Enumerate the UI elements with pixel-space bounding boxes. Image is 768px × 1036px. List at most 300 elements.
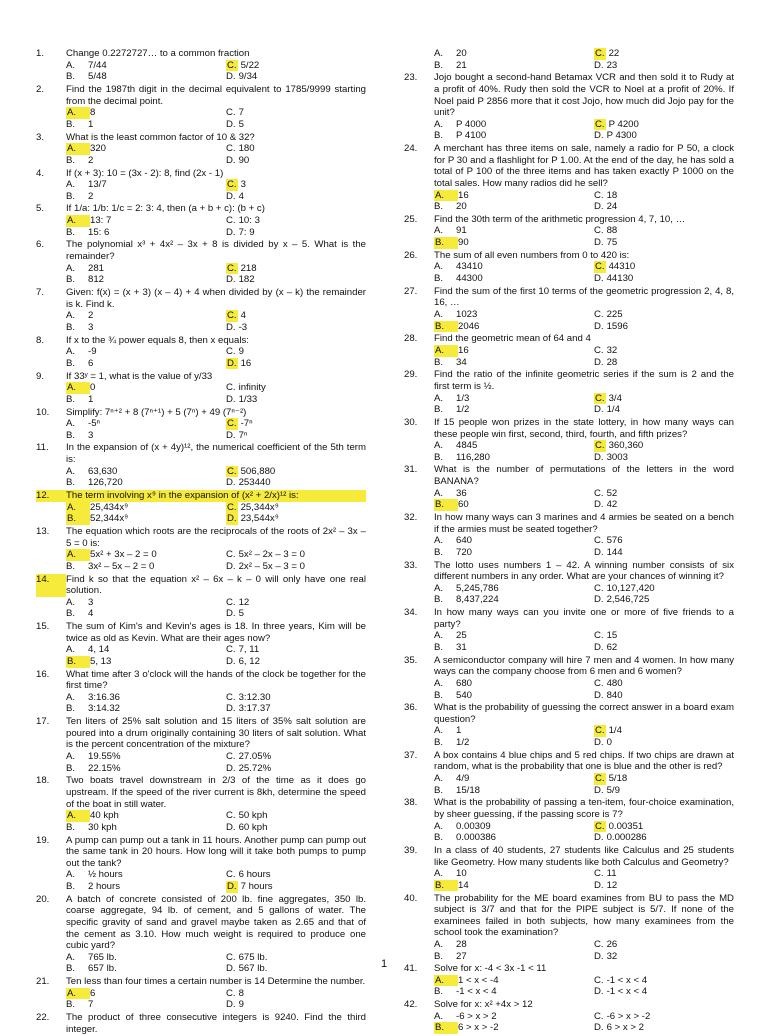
question-number: 14.: [36, 574, 66, 597]
question-number: 23.: [404, 72, 418, 84]
option-text: 30 kph: [88, 821, 117, 833]
option-letter: D.: [594, 950, 604, 962]
answer-option: [594, 48, 754, 60]
option-letter: D.: [594, 59, 604, 71]
answer-option: [434, 678, 594, 690]
option-letter: A.: [434, 820, 444, 832]
option-letter: D.: [594, 201, 604, 213]
option-text: 1/3: [456, 392, 470, 404]
answer-option: [434, 130, 594, 142]
option-letter: D.: [594, 1022, 604, 1034]
answer-options: [404, 119, 734, 142]
option-letter: C.: [595, 725, 605, 737]
question-text: Ten liters of 25% salt solution and 15 liters of 35% salt solution are poured into a drum originally containing 30 liters of salt solution. What is the percent concentration of the mixture?: [66, 716, 366, 751]
answer-options: [36, 466, 366, 489]
answer-option: [434, 868, 594, 880]
option-letter: D.: [226, 762, 236, 774]
option-text: 25.72%: [238, 762, 272, 774]
option-letter: C.: [594, 582, 604, 594]
answer-options: [404, 225, 734, 248]
option-letter: A.: [66, 59, 76, 71]
option-letter: B.: [434, 641, 444, 653]
answer-option: [66, 881, 226, 893]
question-item: [36, 335, 366, 370]
question-number: 11.: [36, 442, 49, 454]
option-text: 44310: [608, 261, 636, 273]
option-text: 657 lb.: [88, 963, 117, 975]
option-text: 22: [608, 48, 620, 59]
question-item: [404, 417, 734, 463]
answer-options: [36, 692, 366, 715]
option-letter: B.: [66, 963, 76, 975]
option-letter: C.: [227, 59, 237, 71]
option-letter: A.: [434, 630, 444, 642]
option-letter: D.: [226, 703, 236, 715]
answer-option: [594, 821, 754, 833]
answer-options: [404, 1011, 734, 1034]
option-text: 0.00351: [608, 820, 644, 832]
option-letter: C.: [595, 118, 605, 130]
question-number: 35.: [404, 654, 418, 666]
question-item: [404, 655, 734, 701]
answer-option: [66, 549, 226, 561]
answer-option: [594, 321, 754, 333]
answer-option: [434, 273, 594, 285]
option-text: 0.000386: [456, 832, 497, 844]
answer-option: [66, 477, 226, 489]
option-text: 3: [240, 179, 246, 191]
option-letter: C.: [226, 987, 236, 999]
answer-options: [36, 810, 366, 833]
question-text: Find k so that the equation x² – 6x – k – 0 will only have one real solution.: [66, 573, 366, 597]
option-text: 576: [606, 535, 623, 547]
answer-option: [226, 310, 386, 322]
option-letter: D.: [226, 821, 236, 833]
option-letter: B.: [434, 404, 444, 416]
question-text-row: [404, 286, 734, 309]
answer-options: [404, 393, 734, 416]
option-letter: B.: [66, 274, 76, 286]
question-number: 40.: [404, 892, 418, 904]
option-letter: C.: [227, 179, 237, 191]
left-column: [36, 48, 366, 1036]
option-letter: A.: [434, 773, 444, 785]
option-letter: A.: [66, 418, 76, 430]
option-letter: A.: [66, 465, 76, 477]
question-text: If 1/a: 1/b: 1/c = 2: 3: 4, then (a + b + c): (b + c): [66, 203, 265, 215]
option-text: 6, 12: [238, 655, 260, 667]
option-text: -5ⁿ: [88, 418, 101, 430]
option-letter: C.: [595, 440, 605, 452]
answer-option: [434, 1022, 594, 1034]
question-text-row: [36, 775, 366, 810]
question-number: 13.: [36, 526, 50, 537]
option-text: 5: [238, 608, 244, 620]
question-item: [404, 797, 734, 843]
answer-option: [226, 263, 386, 275]
answer-option: [434, 583, 594, 595]
answer-option: [226, 597, 386, 609]
answer-option: [226, 644, 386, 656]
question-text-row: [36, 84, 366, 107]
answer-option: [594, 273, 754, 285]
option-letter: B.: [434, 130, 444, 142]
option-text: 11: [606, 868, 617, 880]
option-letter: B.: [434, 832, 444, 844]
option-text: 16: [458, 344, 469, 356]
option-text: 5x² – 2x – 3 = 0: [238, 549, 305, 561]
question-number: 16.: [36, 668, 50, 680]
answer-options: [404, 725, 734, 748]
option-text: 4/9: [456, 773, 470, 785]
option-text: 5/9: [606, 784, 620, 796]
option-text: P 4300: [606, 130, 637, 142]
option-text: 182: [238, 274, 255, 286]
option-text: 25,344x⁹: [240, 501, 279, 513]
question-number: 2.: [36, 83, 45, 95]
option-letter: B.: [434, 201, 444, 213]
answer-options: [36, 60, 366, 83]
question-number: 27.: [404, 285, 418, 297]
answer-options: [404, 975, 734, 998]
option-text: -1 < x < 4: [606, 974, 648, 986]
option-text: 27.05%: [238, 751, 272, 763]
option-text: 63,630: [88, 465, 118, 477]
answer-option: [226, 346, 386, 358]
answer-option: [434, 832, 594, 844]
answer-option: [594, 1022, 754, 1034]
option-letter: C.: [594, 974, 604, 986]
answer-option: [594, 345, 754, 357]
question-number: 7.: [36, 287, 45, 298]
option-letter: D.: [226, 655, 236, 667]
option-letter: B.: [66, 118, 76, 130]
answer-option: [226, 107, 386, 119]
answer-option: [226, 358, 386, 370]
question-number: 38.: [404, 797, 418, 809]
option-text: 90: [458, 237, 469, 249]
option-text: ½ hours: [88, 869, 123, 881]
option-letter: A.: [66, 644, 76, 656]
question-text: In the expansion of (x + 4y)¹², the numerical coefficient of the 5th term is:: [66, 442, 366, 466]
question-text: The term involving x⁹ in the expansion of (x² + 2/x)¹² is:: [66, 490, 299, 502]
question-number: 34.: [404, 607, 418, 619]
answer-option: [594, 939, 754, 951]
question-item: [36, 132, 366, 167]
answer-options: [36, 179, 366, 202]
answer-option: [434, 547, 594, 559]
option-letter: C.: [594, 225, 604, 237]
answer-option: [594, 499, 754, 511]
question-text: Find the 1987th digit in the decimal equivalent to 1785/9999 starting from the decimal point.: [66, 83, 366, 107]
answer-option: [594, 642, 754, 654]
option-letter: D.: [226, 321, 236, 333]
question-number: 42.: [404, 999, 418, 1011]
answer-option: [66, 310, 226, 322]
option-letter: A.: [66, 382, 90, 394]
question-number: 19.: [36, 834, 50, 846]
option-letter: C.: [595, 773, 605, 785]
question-text-row: [404, 464, 734, 487]
option-text: 3:16.36: [88, 691, 121, 703]
question-item: [36, 976, 366, 1011]
option-text: 3: [88, 429, 94, 441]
option-text: 18: [606, 189, 618, 201]
answer-options: [404, 773, 734, 796]
answer-option: [66, 215, 226, 227]
answer-option: [226, 513, 386, 525]
option-text: 225: [606, 309, 623, 320]
answer-option: [66, 263, 226, 275]
question-text-row: [36, 976, 366, 988]
option-letter: B.: [66, 321, 76, 333]
question-item: [404, 72, 734, 142]
question-text: Find the 30th term of the arithmetic progression 4, 7, 10, …: [434, 213, 686, 225]
option-text: 42: [606, 499, 618, 511]
answer-options: [36, 644, 366, 667]
answer-option: [594, 190, 754, 202]
question-item: [404, 250, 734, 285]
answer-option: [594, 393, 754, 405]
option-text: 62: [606, 641, 618, 653]
option-letter: C.: [595, 820, 605, 832]
answer-options: [36, 143, 366, 166]
option-text: 15/18: [456, 784, 481, 796]
question-number: 15.: [36, 621, 50, 633]
option-text: 765 lb.: [88, 951, 117, 963]
answer-options: [404, 821, 734, 844]
answer-option: [66, 119, 226, 131]
option-letter: A.: [66, 346, 76, 358]
question-number: 18.: [36, 775, 50, 787]
question-item: [36, 775, 366, 833]
question-text: The probability for the ME board examines from BU to pass the MD subject is 3/7 and that for the PIPE subject is 5/7. If none of the examinees failed in both subjects, how many examinees from the school took the examination?: [434, 892, 734, 939]
answer-option: [66, 751, 226, 763]
answer-options: [36, 382, 366, 405]
option-letter: B.: [434, 784, 444, 796]
option-text: 6: [90, 987, 96, 999]
question-text: If (x + 3): 10 = (3x - 2): 8, find (2x - 1): [66, 167, 224, 179]
question-text: What is the probability of guessing the correct answer in a board exam question?: [434, 702, 734, 725]
answer-options: [36, 502, 366, 525]
option-letter: B.: [66, 560, 76, 572]
answer-option: [434, 488, 594, 500]
option-text: 19.55%: [88, 751, 121, 763]
question-text-row: [404, 512, 734, 535]
question-text: Solve for x: -4 < 3x -1 < 11: [434, 963, 547, 975]
answer-option: [594, 583, 754, 595]
question-text-row: [404, 214, 734, 226]
question-number: 17.: [36, 716, 50, 728]
option-text: 1/2: [456, 737, 470, 749]
option-letter: D.: [594, 641, 604, 653]
option-letter: A.: [434, 938, 444, 950]
option-text: 28: [456, 938, 467, 950]
answer-option: [226, 810, 386, 822]
question-text-row: [36, 894, 366, 952]
option-letter: A.: [434, 975, 458, 987]
answer-option: [434, 690, 594, 702]
answer-option: [594, 630, 754, 642]
question-text: What is the number of permutations of the letters in the word BANANA?: [434, 464, 734, 488]
question-number: 4.: [36, 167, 45, 179]
option-text: 4: [240, 310, 246, 322]
option-letter: C.: [227, 465, 237, 477]
option-letter: A.: [434, 309, 444, 320]
answer-option: [594, 261, 754, 273]
option-text: 7: [88, 999, 94, 1011]
question-item: [36, 442, 366, 488]
option-letter: C.: [594, 344, 604, 356]
question-text-row: [36, 716, 366, 751]
option-text: 44130: [606, 273, 634, 285]
option-letter: D.: [594, 832, 604, 844]
option-text: 13/7: [88, 179, 107, 191]
option-text: 9: [238, 346, 244, 358]
option-text: 2: [88, 310, 94, 322]
answer-option: [594, 201, 754, 213]
option-letter: D.: [226, 999, 236, 1011]
option-text: 31: [456, 641, 467, 653]
question-text: What time after 3 o'clock will the hands of the clock be together for the first time?: [66, 668, 366, 692]
option-text: 91: [456, 225, 467, 237]
option-letter: A.: [434, 345, 458, 357]
option-text: 126,720: [88, 477, 123, 489]
question-text-row: [404, 797, 734, 820]
option-text: 7 hours: [240, 880, 273, 892]
option-letter: C.: [594, 868, 604, 880]
option-text: 12: [238, 596, 250, 608]
answer-option: [434, 737, 594, 749]
answer-options: [36, 869, 366, 892]
question-text-row: [404, 560, 734, 583]
option-letter: C.: [594, 938, 604, 950]
option-letter: D.: [226, 963, 236, 975]
option-text: 3:12.30: [238, 691, 271, 703]
question-text-row: [36, 407, 366, 419]
option-text: infinity: [238, 382, 266, 394]
option-text: 60 kph: [238, 821, 268, 833]
answer-option: [594, 488, 754, 500]
option-letter: C.: [595, 392, 605, 404]
answer-option: [66, 191, 226, 203]
answer-option: [66, 561, 226, 573]
question-text-row: [36, 287, 366, 310]
option-letter: C.: [226, 751, 236, 763]
option-text: 2: [88, 154, 94, 166]
question-text: Find the geometric mean of 64 and 4: [434, 333, 591, 345]
option-letter: C.: [226, 346, 236, 358]
answer-option: [594, 773, 754, 785]
option-text: 40 kph: [90, 810, 119, 822]
answer-option: [66, 430, 226, 442]
option-letter: D.: [226, 71, 236, 83]
option-text: 1: [456, 725, 462, 737]
option-letter: D.: [594, 737, 604, 749]
answer-option: [66, 155, 226, 167]
answer-option: [226, 502, 386, 514]
option-text: -1 < x < 4: [606, 986, 648, 998]
option-text: -9: [88, 346, 97, 358]
answer-option: [66, 466, 226, 478]
answer-option: [434, 594, 594, 606]
question-text: In a class of 40 students, 27 students like Calculus and 25 students like Geometry. How many students like both Calculus and Geometry?: [434, 844, 734, 868]
answer-option: [594, 725, 754, 737]
option-letter: A.: [66, 596, 76, 608]
answer-option: [226, 763, 386, 775]
question-text-row: [404, 607, 734, 630]
question-item: [404, 464, 734, 510]
answer-options: [36, 597, 366, 620]
option-text: 5/22: [240, 59, 260, 71]
option-letter: B.: [434, 237, 458, 249]
option-text: 0: [90, 382, 96, 394]
option-text: 0.00309: [456, 820, 491, 832]
question-number: 5.: [36, 203, 45, 215]
answer-option: [226, 430, 386, 442]
option-letter: A.: [66, 107, 90, 119]
option-text: 253440: [238, 477, 271, 489]
question-text: A merchant has three items on sale, namely a radio for P 50, a clock for P 30 and a flashlight for P 1.00. At the end of the day, he has sold a total of P 100 of the three items and has taken exactly P 1000 on the total sales. How many radios did he sell?: [434, 143, 734, 189]
question-text-row: [404, 655, 734, 678]
option-letter: A.: [434, 118, 444, 130]
option-text: 7, 11: [238, 644, 260, 656]
option-text: 5x² + 3x – 2 = 0: [90, 549, 157, 561]
answer-option: [594, 130, 754, 142]
answer-option: [66, 703, 226, 715]
option-letter: B.: [66, 513, 90, 525]
question-number: 24.: [404, 143, 418, 155]
question-item: [36, 371, 366, 406]
answer-option: [594, 404, 754, 416]
answer-option: [226, 561, 386, 573]
option-letter: A.: [434, 440, 444, 452]
option-letter: B.: [434, 499, 458, 511]
option-letter: B.: [434, 59, 444, 71]
option-letter: D.: [227, 357, 237, 369]
option-letter: A.: [66, 988, 90, 1000]
answer-options: [404, 583, 734, 606]
question-item: [404, 607, 734, 653]
option-letter: B.: [434, 273, 444, 285]
answer-option: [226, 999, 386, 1011]
option-letter: A.: [434, 48, 444, 59]
option-letter: B.: [66, 393, 76, 405]
answer-option: [226, 869, 386, 881]
option-letter: A.: [434, 725, 444, 737]
option-letter: B.: [66, 71, 76, 83]
question-text: What is the probability of passing a ten-item, four-choice examination, by sheer guessing, if the passing score is 7?: [434, 797, 734, 820]
question-item: [404, 893, 734, 963]
option-text: 3: [88, 321, 94, 333]
answer-option: [594, 237, 754, 249]
option-letter: D.: [594, 546, 604, 558]
option-letter: A.: [434, 225, 444, 237]
question-item: [36, 203, 366, 238]
question-text: The sum of Kim's and Kevin's ages is 18. In three years, Kim will be twice as old as Kevin. What are their ages now?: [66, 621, 366, 644]
option-text: 15: 6: [88, 226, 110, 238]
answer-option: [434, 261, 594, 273]
question-item: [36, 669, 366, 715]
option-text: 15: [606, 630, 618, 642]
question-number: 33.: [404, 559, 418, 571]
option-letter: D.: [594, 451, 604, 463]
option-text: 567 lb.: [238, 963, 268, 975]
answer-option: [66, 179, 226, 191]
question-text-row: [36, 48, 366, 60]
option-letter: A.: [66, 691, 76, 703]
option-text: -6 > x > 2: [456, 1010, 497, 1022]
